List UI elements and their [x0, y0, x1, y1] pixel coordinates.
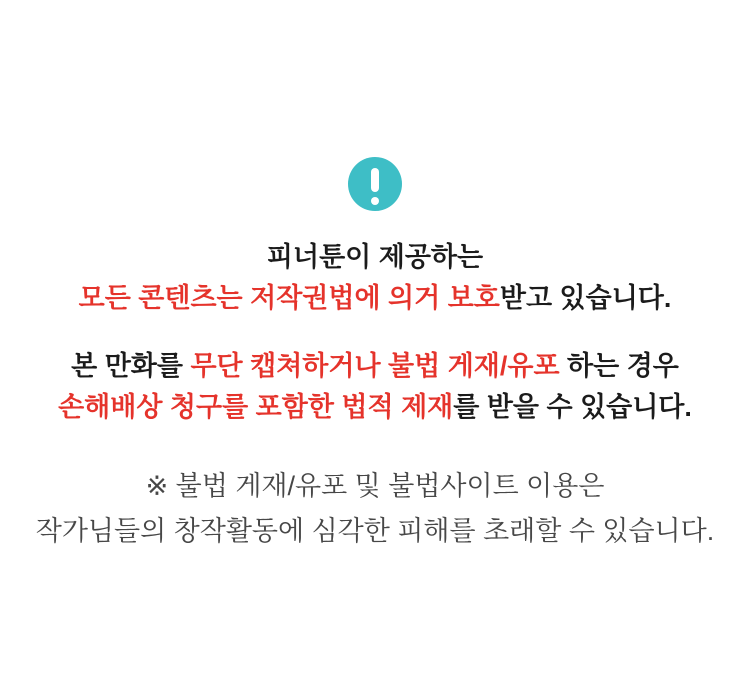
footnote-harm-text: 작가님들의 창작활동에 심각한 피해를 초래할 수 있습니다.	[35, 516, 715, 546]
footnote-paragraph	[0, 464, 750, 554]
warning-legal-sanction-tail: 를 받을 수 있습니다.	[453, 392, 692, 422]
warning-paragraph	[0, 346, 750, 428]
copyright-paragraph	[0, 237, 750, 319]
copyright-provider-text: 피너툰이 제공하는	[266, 242, 484, 272]
warning-line-2	[0, 387, 750, 428]
copyright-line-1	[0, 237, 750, 278]
warning-intro-text: 본 만화를	[71, 351, 191, 381]
footnote-line-1	[0, 464, 750, 509]
copyright-line-2	[0, 278, 750, 319]
warning-line-1	[0, 346, 750, 387]
footnote-line-2	[0, 509, 750, 554]
warning-case-text: 하는 경우	[559, 351, 679, 381]
exclamation-dot	[371, 197, 379, 205]
warning-legal-sanction-highlight: 손해배상 청구를 포함한 법적 제재	[58, 392, 454, 422]
copyright-protected-tail: 받고 있습니다.	[499, 283, 672, 313]
warning-illegal-actions-highlight: 무단 캡쳐하거나 불법 게재/유포	[190, 351, 560, 381]
copyright-protected-highlight: 모든 콘텐츠는 저작권법에 의거 보호	[78, 283, 500, 313]
exclamation-bar	[371, 168, 379, 192]
footnote-illegal-use-text: ※ 불법 게재/유포 및 불법사이트 이용은	[145, 471, 605, 501]
exclamation-circle-icon	[348, 157, 402, 211]
